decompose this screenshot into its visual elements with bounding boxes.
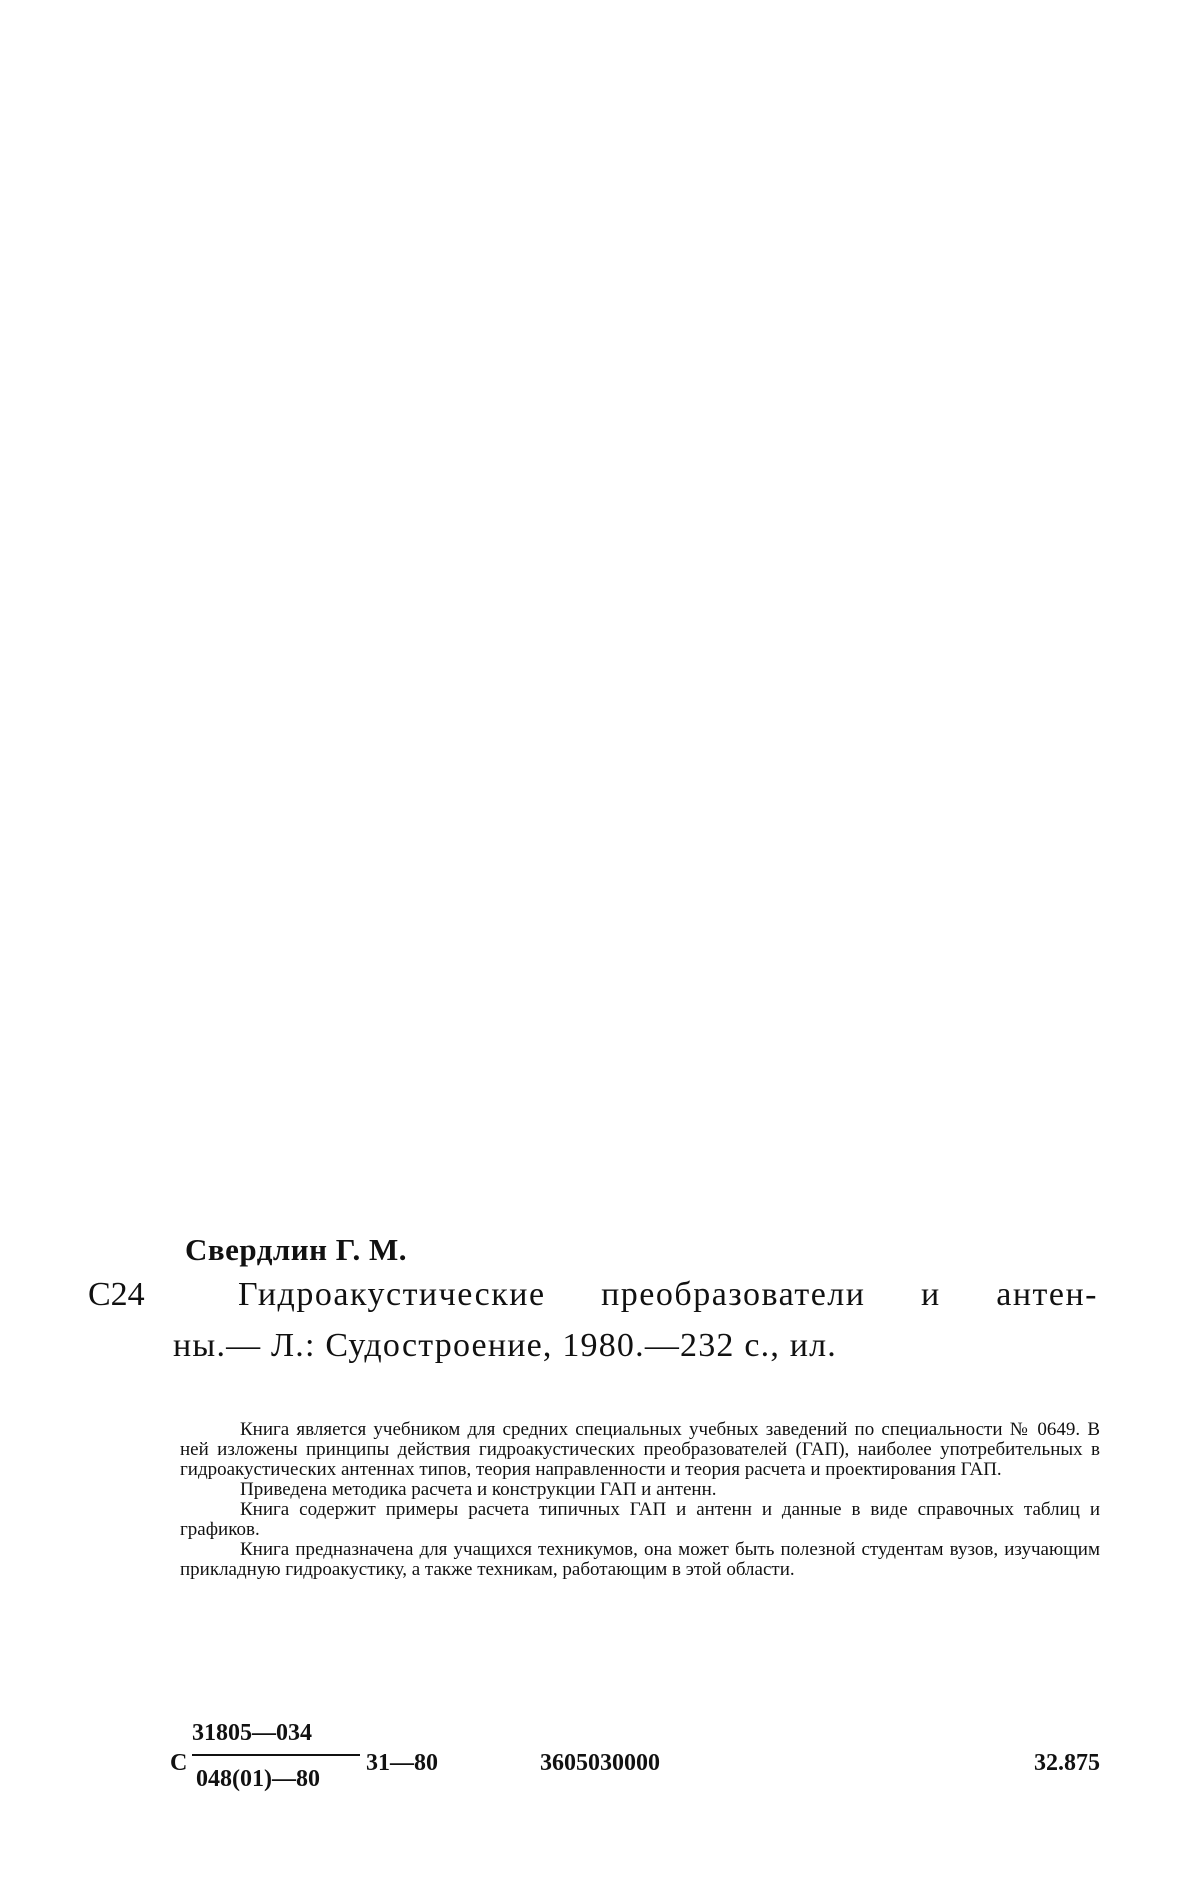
abstract-paragraph-3: Книга содержит примеры расчета типичных ГАП и антенн и данные в виде справочных таблиц и графиков. [180,1499,1100,1540]
fraction-line [192,1754,360,1756]
bibliographic-index [170,1720,1100,1810]
bib-denominator: 048(01)—80 [196,1766,320,1792]
abstract-paragraph-1: Книга является учебником для средних специальных учебных заведений по специальности № 0649. В ней изложены принципы действия гидроакустических преобразователей (ГАП), наиболее употребительных в гидроакустических антеннах типов, теория направленности и теория расчета и проектирования ГАП. [180,1419,1100,1480]
title-line-2: ны.— Л.: Судостроение, 1980.—232 с., ил. [173,1327,837,1364]
abstract [180,1420,1100,1580]
abstract-paragraph-4: Книга предназначена для учащихся техникумов, она может быть полезной студентам вузов, изучающим прикладную гидроакустику, а также техникам, работающим в этой области. [180,1539,1100,1580]
bib-prefix: С [170,1750,188,1776]
bib-udc: 32.875 [1034,1750,1100,1776]
bib-id: 3605030000 [540,1750,660,1776]
bib-series: 31—80 [366,1750,438,1776]
abstract-paragraph-2: Приведена методика расчета и конструкции ГАП и антенн. [240,1479,717,1500]
catalog-code: С24 [88,1276,145,1313]
bib-numerator: 31805—034 [192,1720,312,1746]
author-name: Свердлин Г. М. [185,1232,408,1267]
title-line-1: Гидроакустические преобразователи и антен- [238,1276,1098,1313]
